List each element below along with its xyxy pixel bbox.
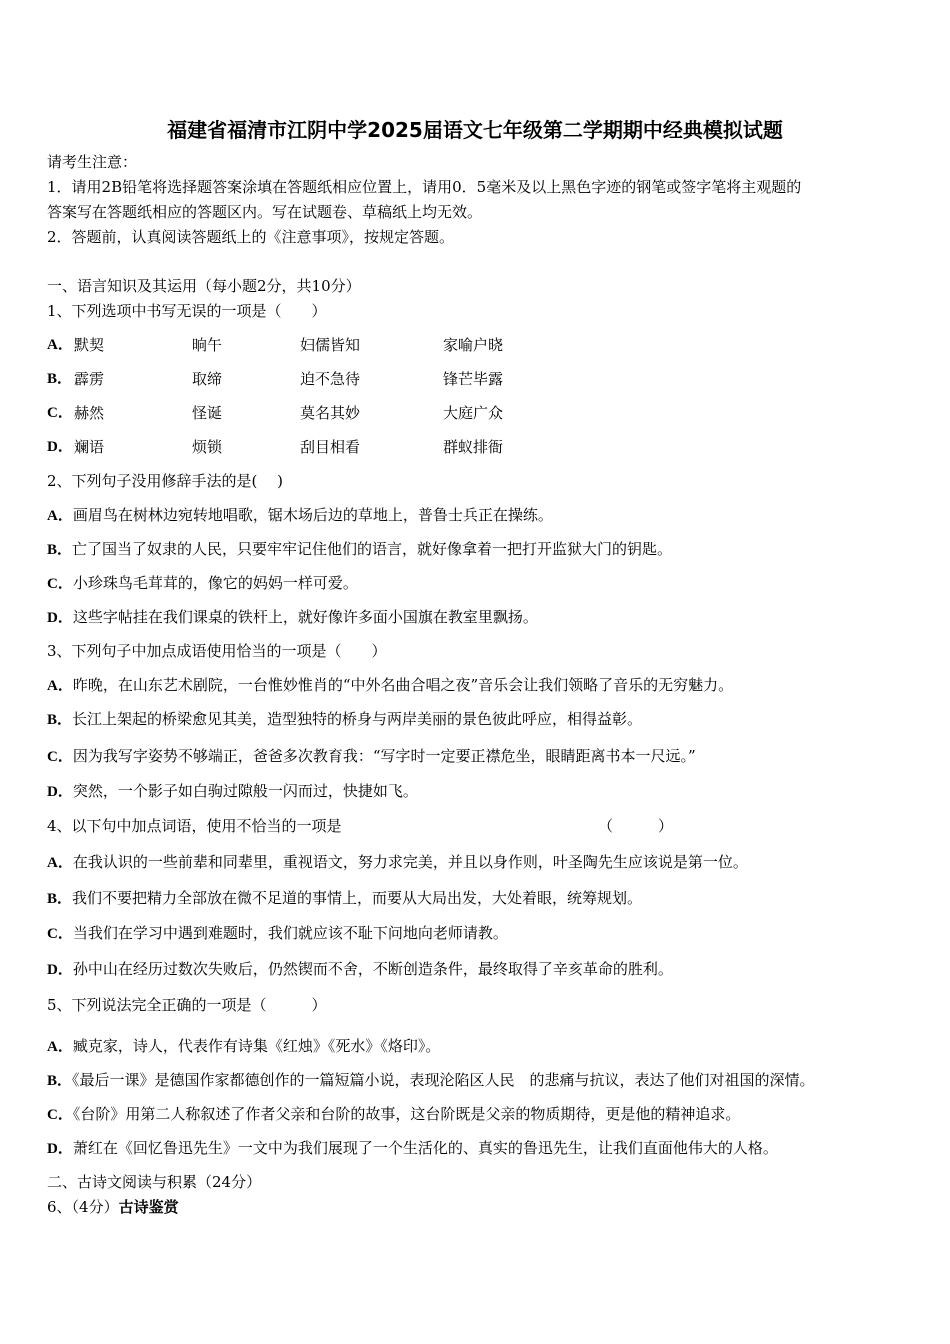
question-5-option-b xyxy=(47,1069,815,1092)
option-label: D． xyxy=(47,439,73,455)
notice-item-1: 1．请用2B铅笔将选择题答案涂填在答题纸相应位置上，请用0．5毫米及以上黑色字迹的钢笔或签字笔将主观题的 xyxy=(47,178,802,196)
option-label: C． xyxy=(47,749,73,765)
option-label: B． xyxy=(47,1073,73,1089)
option-word-4: 家喻户晓 xyxy=(443,336,504,354)
question-5-option-c xyxy=(47,1103,740,1126)
option-word-2: 晌午 xyxy=(192,336,223,354)
question-6-title: 古诗鉴赏 xyxy=(118,1198,179,1216)
option-text: 因为我写字姿势不够端正，爸爸多次教育我：“写字时一定要正襟危坐，眼睛距离书本一尺远。” xyxy=(72,747,696,765)
page-title: 福建省福清市江阴中学2025届语文七年级第二学期期中经典模拟试题 xyxy=(167,118,783,142)
question-3-option-a xyxy=(47,674,733,697)
option-word-2: 取缔 xyxy=(192,370,223,388)
option-label: A． xyxy=(47,678,73,694)
question-6-stem xyxy=(47,1196,179,1218)
option-word-3: 妇儒皆知 xyxy=(300,336,361,354)
notice-item-2: 2．答题前，认真阅读答题纸上的《注意事项》，按规定答题。 xyxy=(47,228,455,246)
question-2-stem: 2、下列句子没用修辞手法的是( ) xyxy=(47,472,284,490)
option-label: A． xyxy=(47,855,73,871)
option-label: C． xyxy=(47,926,73,942)
option-text: 突然，一个影子如白驹过隙般一闪而过，快捷如飞。 xyxy=(72,782,418,800)
notice-heading: 请考生注意： xyxy=(47,153,138,171)
question-4-option-a xyxy=(47,851,748,874)
option-text: 长江上架起的桥梁愈见其美，造型独特的桥身与两岸美丽的景色彼此呼应，相得益彰。 xyxy=(72,710,643,728)
question-3-option-d xyxy=(47,780,418,803)
option-word-3: 迫不急待 xyxy=(300,370,361,388)
option-text: 《台阶》用第二人称叙述了作者父亲和台阶的故事，这台阶既是父亲的物质期待，更是他的精神追求。 xyxy=(72,1105,741,1123)
option-word-4: 大庭广众 xyxy=(443,404,504,422)
option-text: 臧克家，诗人，代表作有诗集《红烛》《死水》《烙印》。 xyxy=(72,1037,441,1055)
section-heading-1: 一、语言知识及其运用（每小题2分，共10分） xyxy=(47,277,361,295)
option-word-3: 莫名其妙 xyxy=(300,404,361,422)
option-text: 这些字帖挂在我们课桌的铁杆上，就好像许多面小国旗在教室里飘扬。 xyxy=(72,608,538,626)
option-label: D． xyxy=(47,1141,73,1157)
option-text: 孙中山在经历过数次失败后，仍然锲而不舍，不断创造条件，最终取得了辛亥革命的胜利。 xyxy=(72,960,673,978)
option-text: 昨晚，在山东艺术剧院，一台惟妙惟肖的“中外名曲合唱之夜”音乐会让我们领略了音乐的无穷魅力。 xyxy=(72,676,734,694)
question-5-option-d xyxy=(47,1137,778,1160)
option-label: A． xyxy=(47,508,73,524)
option-label: C． xyxy=(47,1107,73,1123)
option-text: 我们不要把精力全部放在微不足道的事情上，而要从大局出发，大处着眼，统筹规划。 xyxy=(72,889,643,907)
option-label: C． xyxy=(47,405,73,421)
option-label: B． xyxy=(47,712,73,728)
question-1-stem: 1、下列选项中书写无误的一项是（ ） xyxy=(47,302,327,320)
option-word-1: 霹雳 xyxy=(74,370,105,388)
option-word-1: 赫然 xyxy=(74,404,105,422)
question-5-option-a xyxy=(47,1035,440,1058)
option-label: A． xyxy=(47,1039,73,1055)
option-label: D． xyxy=(47,962,73,978)
option-label: D． xyxy=(47,784,73,800)
option-word-2: 烦锁 xyxy=(192,438,223,456)
notice-item-1-cont: 答案写在答题纸相应的答题区内。写在试题卷、草稿纸上均无效。 xyxy=(47,203,483,221)
option-text: 小珍珠鸟毛茸茸的，像它的妈妈一样可爱。 xyxy=(72,574,358,592)
option-word-2: 怪诞 xyxy=(192,404,223,422)
question-4-stem: 4、以下句中加点词语，使用不恰当的一项是 xyxy=(47,817,342,835)
question-3-option-c xyxy=(47,745,696,768)
question-6-prefix: 6、（4分） xyxy=(47,1198,119,1216)
question-2-option-d xyxy=(47,606,538,629)
option-label: B． xyxy=(47,542,73,558)
option-word-4: 锋芒毕露 xyxy=(443,370,504,388)
option-label: B． xyxy=(47,371,73,387)
question-4-answer-paren: （ ） xyxy=(598,817,674,835)
question-3-stem: 3、下列句子中加点成语使用恰当的一项是（ ） xyxy=(47,642,387,660)
option-text: 亡了国当了奴隶的人民，只要牢牢记住他们的语言，就好像拿着一把打开监狱大门的钥匙。 xyxy=(72,540,673,558)
option-word-1: 默契 xyxy=(74,336,105,354)
option-word-1: 斓语 xyxy=(74,438,105,456)
option-label: A． xyxy=(47,337,73,353)
question-2-option-b xyxy=(47,538,672,561)
option-text: 当我们在学习中遇到难题时，我们就应该不耻下问地向老师请教。 xyxy=(72,924,508,942)
option-word-3: 刮目相看 xyxy=(300,438,361,456)
option-label: D． xyxy=(47,610,73,626)
question-4-option-d xyxy=(47,958,673,981)
question-4-option-b xyxy=(47,887,642,910)
section-heading-2: 二、古诗文阅读与积累（24分） xyxy=(47,1173,262,1191)
option-text: 萧红在《回忆鲁迅先生》一文中为我们展现了一个生活化的、真实的鲁迅先生，让我们直面他伟大的人格。 xyxy=(72,1139,778,1157)
option-word-4: 群蚁排衙 xyxy=(443,438,504,456)
option-text: 《最后一课》是德国作家都德创作的一篇短篇小说，表现沦陷区人民 的悲痛与抗议，表达了他们对祖国的深情。 xyxy=(72,1071,815,1089)
question-2-option-a xyxy=(47,504,553,527)
question-4-option-c xyxy=(47,922,508,945)
option-text: 在我认识的一些前辈和同辈里，重视语文，努力求完美，并且以身作则，叶圣陶先生应该说是第一位。 xyxy=(72,853,748,871)
question-2-option-c xyxy=(47,572,358,595)
question-3-option-b xyxy=(47,708,642,731)
option-text: 画眉鸟在树林边宛转地唱歌，锯木场后边的草地上，普鲁士兵正在操练。 xyxy=(72,506,553,524)
option-label: B． xyxy=(47,891,73,907)
question-5-stem: 5、下列说法完全正确的一项是（ ） xyxy=(47,996,327,1014)
option-label: C． xyxy=(47,576,73,592)
